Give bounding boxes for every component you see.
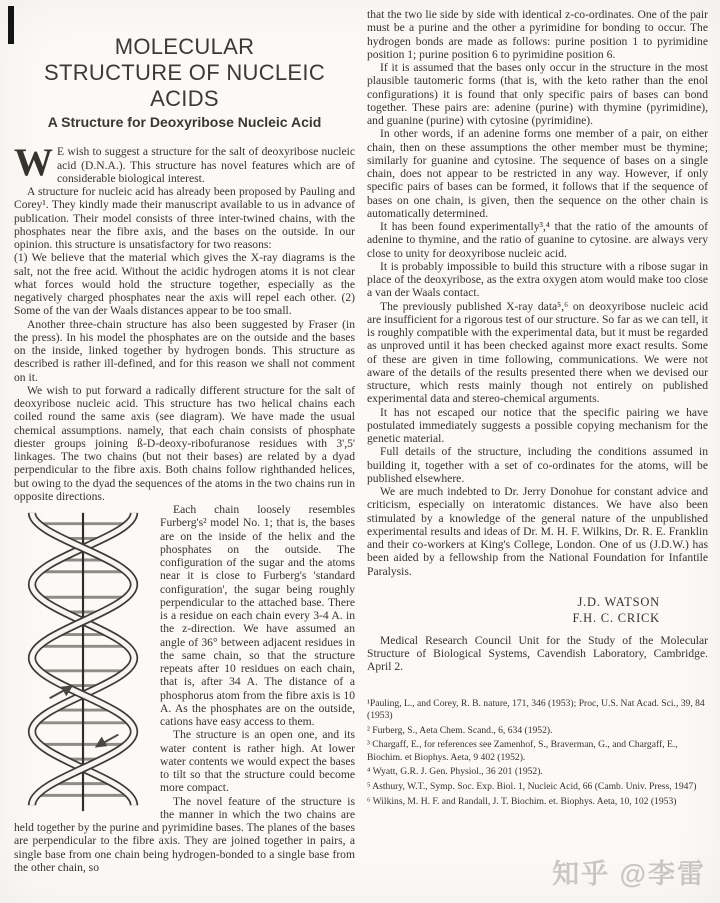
paragraph-ribose-impossible: It is probably impossible to build this structure with a ribose sugar in place of the deoxyribose, as the extra oxygen atom would make too close a van der Waals contact.	[367, 259, 708, 300]
paragraph-full-details: Full details of the structure, including the conditions assumed in building it, together with a set of co-ordinates for the atoms, will be published elsewhere.	[367, 445, 708, 485]
page-title: MOLECULAR STRUCTURE OF NUCLEIC ACIDS	[44, 34, 326, 111]
page-subtitle: A Structure for Deoxyribose Nucleic Acid	[47, 114, 322, 130]
dna-double-helix-icon	[16, 509, 152, 815]
footnote-5: ⁵ Asthury, W.T., Symp. Soc. Exp. Biol. 1, Nucleic Acid, 66 (Camb. Univ. Press, 1947)	[367, 781, 697, 793]
paragraph-pauling-corey: A structure for nucleic acid has already been proposed by Pauling and Corey¹. They kindly made their manuscript available to us in advance of publication. Their model consists of three inter-twined chains, with the phosphates near the fibre axis, and the bases on the outside. In our opinion. this structure is unsatisfactory for two reasons:	[14, 185, 355, 251]
paragraph-fraser: Another three-chain structure has also been suggested by Fraser (in the press). In his model the phosphates are on the outside and the bases on the inside, linked together by hydrogen bonds. This structure as described is rather ill-defined, and for this reason we shall not comment on it.	[14, 317, 355, 384]
paragraph-open-structure: The structure is an open one, and its water content is rather high. At lower water contents we would expect the bases to tilt so that the structure could become more compact.	[160, 728, 355, 795]
paragraph-acknowledgements: We are much indebted to Dr. Jerry Donohue for constant advice and criticism, especially on interatomic distances. We have also been stimulated by a knowledge of the general nature of the unpublished experimental results and ideas of Dr. M. H. F. Wilkins, Dr. R. E. Franklin and their co-workers at King's College, London. One of us (J.D.W.) has been aided by a fellowship from the National Foundation for Infantile Paralysis.	[367, 485, 708, 578]
paragraph-radically-different: We wish to put forward a radically different structure for the salt of deoxyribose nucleic acid. This structure has two helical chains each coiled round the same axis (see diagram). We have made the usual chemical assumptions. namely, that each chain consists of phosphate diester groups joining ß-D-deoxy-ribofuranose residues with 3',5' linkages. The two chains (but not their bases) are related by a dyad perpendicular to the fibre axis. Both chains follow righthanded helices, but owing to the dyad the sequences of the atoms in the two chains run in opposite directions.	[14, 383, 355, 503]
dropcap-w: W	[14, 141, 53, 185]
paragraph-intro	[14, 141, 355, 185]
signature-watson: J.D. WATSON	[577, 594, 660, 609]
signature-crick: F.H. C. CRICK	[572, 610, 660, 625]
paragraph-side-by-side: that the two lie side by side with identical z-co-ordinates. One of the pair must be a purine and the other a pyrimidine for bonding to occur. The hydrogen bonds are made as follows: purine position 1 to pyrimidine position 1; purine position 6 to pyrimidine position 6.	[367, 8, 708, 61]
dna-helix-figure	[16, 509, 152, 815]
right-column	[367, 8, 708, 874]
paragraph-copying-mechanism: It has not escaped our notice that the specific pairing we have postulated immediately suggests a possible copying mechanism for the genetic material.	[367, 405, 708, 445]
zhihu-watermark: 知乎 @李雷	[552, 859, 706, 889]
paragraph-furberg-model: Each chain loosely resembles Furberg's² model No. 1; that is, the bases are on the inside of the helix and the phosphates on the outside. The configuration of the sugar and the atoms near it is close to Furberg's 'standard configuration', the sugar being roughly perpendicular to the attached base. There is a residue on each chain every 3-4 A. in the z-direction. We have assumed an angle of 36° between adjacent residues in the same chain, so that the structure repeats after 10 residues on each chain, that is, after 34 A. The distance of a phosphorus atom from the fibre axis is 10 A. As the phosphates are on the outside, cations have easy access to them.	[160, 503, 355, 728]
footnote-4: ⁴ Wyatt, G.R. J. Gen. Physiol., 36 201 (1952).	[367, 766, 543, 778]
footnote-6: ⁶ Wilkins, M. H. F. and Randall, J. T. Biochim. et. Biophys. Aeta, 10, 102 (1953)	[367, 796, 677, 808]
title-block	[20, 34, 349, 129]
footnote-1: ¹Pauling, L., and Corey, R. B. nature, 171, 346 (1953); Proc, U.S. Nat Acad. Sci., 39, 84 (1953)	[367, 697, 705, 721]
scan-artifact-bar	[8, 6, 14, 44]
footnotes-section	[367, 698, 708, 809]
left-column	[14, 8, 355, 874]
paragraph-unity-ratio: It has been found experimentally³,⁴ that the ratio of the amounts of adenine to thymine, and the ratio of guanine to cytosine. are always very close to unity for deoxyribose nucleic acid.	[367, 220, 708, 260]
paragraph-xray-data: The previously published X-ray data⁵,⁶ on deoxyribose nucleic acid are insufficient for a rigorous test of our structure. So far as we can tell, it is roughly compatible with the experimental data, but it must be regarded as unproved until it has been checked against more exact results. Some of these are given in time following, communications. We were not aware of the details of the results presented there when we devised our structure, which rests mainly though not entirely on published experimental data and stereo-chemical arguments.	[367, 299, 708, 406]
footnote-2: ² Furberg, S., Aeta Chem. Scand., 6, 634 (1952).	[367, 724, 553, 736]
paragraph-tautomeric-forms: If it is assumed that the bases only occur in the structure in the most plausible tautomeric forms (that is, with the keto rather than the enol configurations) it is found that only specific pairs of bases can bond together. These pairs are: adenine (purine) with thymine (pyrimidine), and guanine (purine) with cytosine (pyrimidine).	[367, 61, 708, 127]
paragraph-two-reasons: (1) We believe that the material which gives the X-ray diagrams is the salt, not the free acid. Without the acidic hydrogen atoms it is not clear what forces would hold the structure together, especially as the negatively charged phosphates near the axis will repel each other. (2) Some of the van der Waals distances appear to be too small.	[14, 251, 355, 318]
paragraph-base-pairing: In other words, if an adenine forms one member of a pair, on either chain, then on these assumptions the other member must be thymine; similarly for guanine and cytosine. The sequence of bases on a single chain, does not appear to be restricted in any way. However, if only specific pairs of bases can be formed, it follows that if the sequence of bases on one chain, is given, then the sequence on the other chain is automatically determined.	[367, 127, 708, 220]
paragraph-novel-feature: The novel feature of the structure is the manner in which the two chains are held together by the purine and pyrimidine bases. The planes of the bases are perpendicular to the fibre axis. They are joined together in pairs, a single base from one chain being hydrogen-bonded to a single base from the other chain, so	[14, 794, 355, 874]
footnote-3: ³ Chargaff, E., for references see Zamenhof, S., Braverman, G., and Chargaff, E., Biochim. et Biophys. Aeta, 9 402 (1952).	[367, 739, 678, 763]
paragraph-intro-text: E wish to suggest a structure for the salt of deoxyribose nucleic acid (D.N.A.). This structure has novel features which are of considerable biological interest.	[57, 145, 355, 185]
affiliation-paragraph: Medical Research Council Unit for the Study of the Molecular Structure of Biological Systems, Cavendish Laboratory, Cambridge. April 2.	[367, 633, 708, 674]
signature-block	[367, 594, 708, 626]
